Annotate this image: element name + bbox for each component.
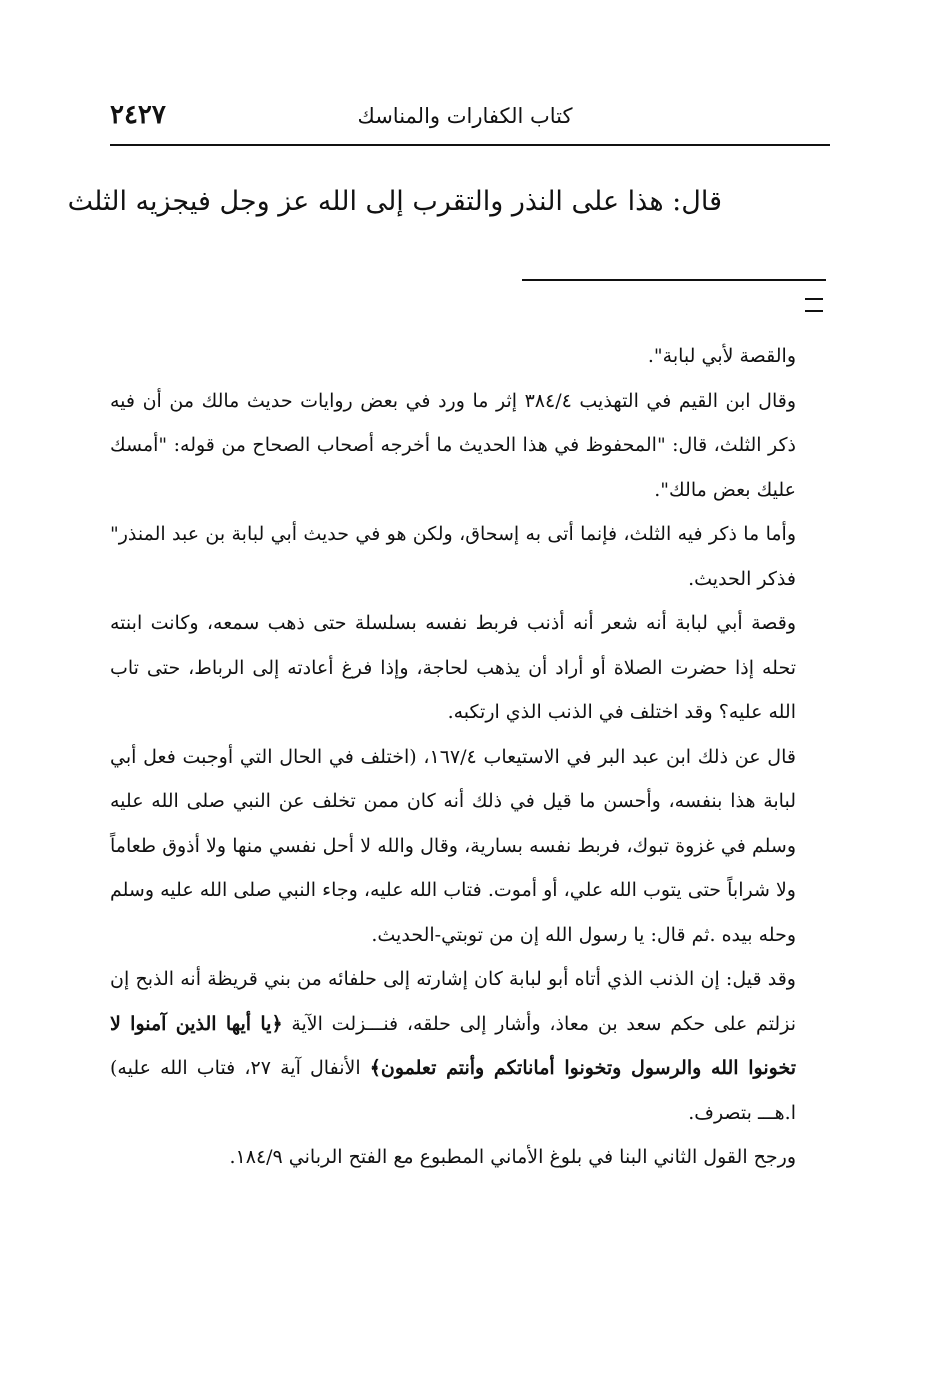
footnote-paragraph bbox=[110, 957, 796, 1135]
header-rule bbox=[110, 144, 830, 146]
page-number: ٢٤٢٧ bbox=[110, 100, 166, 130]
footnote-separator bbox=[522, 279, 826, 281]
footnote-paragraph: ورجح القول الثاني البنا في بلوغ الأماني المطبوع مع الفتح الرباني ١٨٤/٩. bbox=[229, 1146, 796, 1168]
running-head-title: كتاب الكفارات والمناسك bbox=[357, 104, 573, 128]
footnote-paragraph: قال عن ذلك ابن عبد البر في الاستيعاب ١٦٧/٤، (اختلف في الحال التي أوجبت فعل أبي لبابة هذا بنفسه، وأحسن ما قيل في ذلك أنه كان ممن تخلف عن النبي صلى الله عليه وسلم في غزوة تبوك، فربط نفسه بسارية، وقال والله لا أحل نفسي منها ولا أذوق طعاماً ولا شراباً حتى يتوب الله علي، أو أموت. فتاب الله عليه، وجاء النبي صلى الله عليه وسلم وحله بيده .ثم قال: يا رسول الله إن من توبتي-الحديث. bbox=[110, 745, 796, 946]
footnote-paragraph: وأما ما ذكر فيه الثلث، فإنما أتى به إسحاق، ولكن هو في حديث أبي لبابة بن عبد المنذر" فذكر الحديث. bbox=[110, 523, 796, 590]
footnote-block bbox=[110, 334, 796, 1180]
paragraph-text: وقد قيل: إن الذنب الذي أتاه أبو لبابة كان إشارته إلى حلفائه من بني قريظة أنه الذبح إن نزلتم على حكم سعد بن معاذ، وأشار إلى حلقه، فنـــزلت الآية bbox=[110, 968, 796, 1035]
footnote-paragraph: وقصة أبي لبابة أنه شعر أنه أذنب فربط نفسه بسلسلة حتى ذهب سمعه، وكانت ابنته تحله إذا حضرت الصلاة أو أراد أن يذهب لحاجة، وإذا فرغ أعادته إلى الرباط، حتى تاب الله عليه؟ وقد اختلف في الذنب الذي ارتكبه. bbox=[110, 612, 796, 723]
footnote-paragraph: وقال ابن القيم في التهذيب ٣٨٤/٤ إثر ما ورد في بعض روايات حديث مالك من أن فيه ذكر الثلث، قال: "المحفوظ في هذا الحديث ما أخرجه أصحاب الصحاح من قوله: "أمسك عليك بعض مالك". bbox=[110, 389, 796, 501]
footnote-paragraph: والقصة لأبي لبابة". bbox=[647, 345, 796, 367]
quran-verse: ﴿يا أيها الذين آمنوا لا تخونوا الله والرسول وتخونوا أماناتكم وأنتم تعلمون﴾ bbox=[110, 1012, 797, 1079]
paragraph-text: الأنفال آية ٢٧، فتاب الله عليه) ا.هـــ بتصرف. bbox=[110, 1057, 796, 1124]
footnote-continuation-mark bbox=[805, 298, 823, 312]
main-text-line: قال: هذا على النذر والتقرب إلى الله عز وجل فيجزيه الثلث bbox=[67, 186, 722, 217]
